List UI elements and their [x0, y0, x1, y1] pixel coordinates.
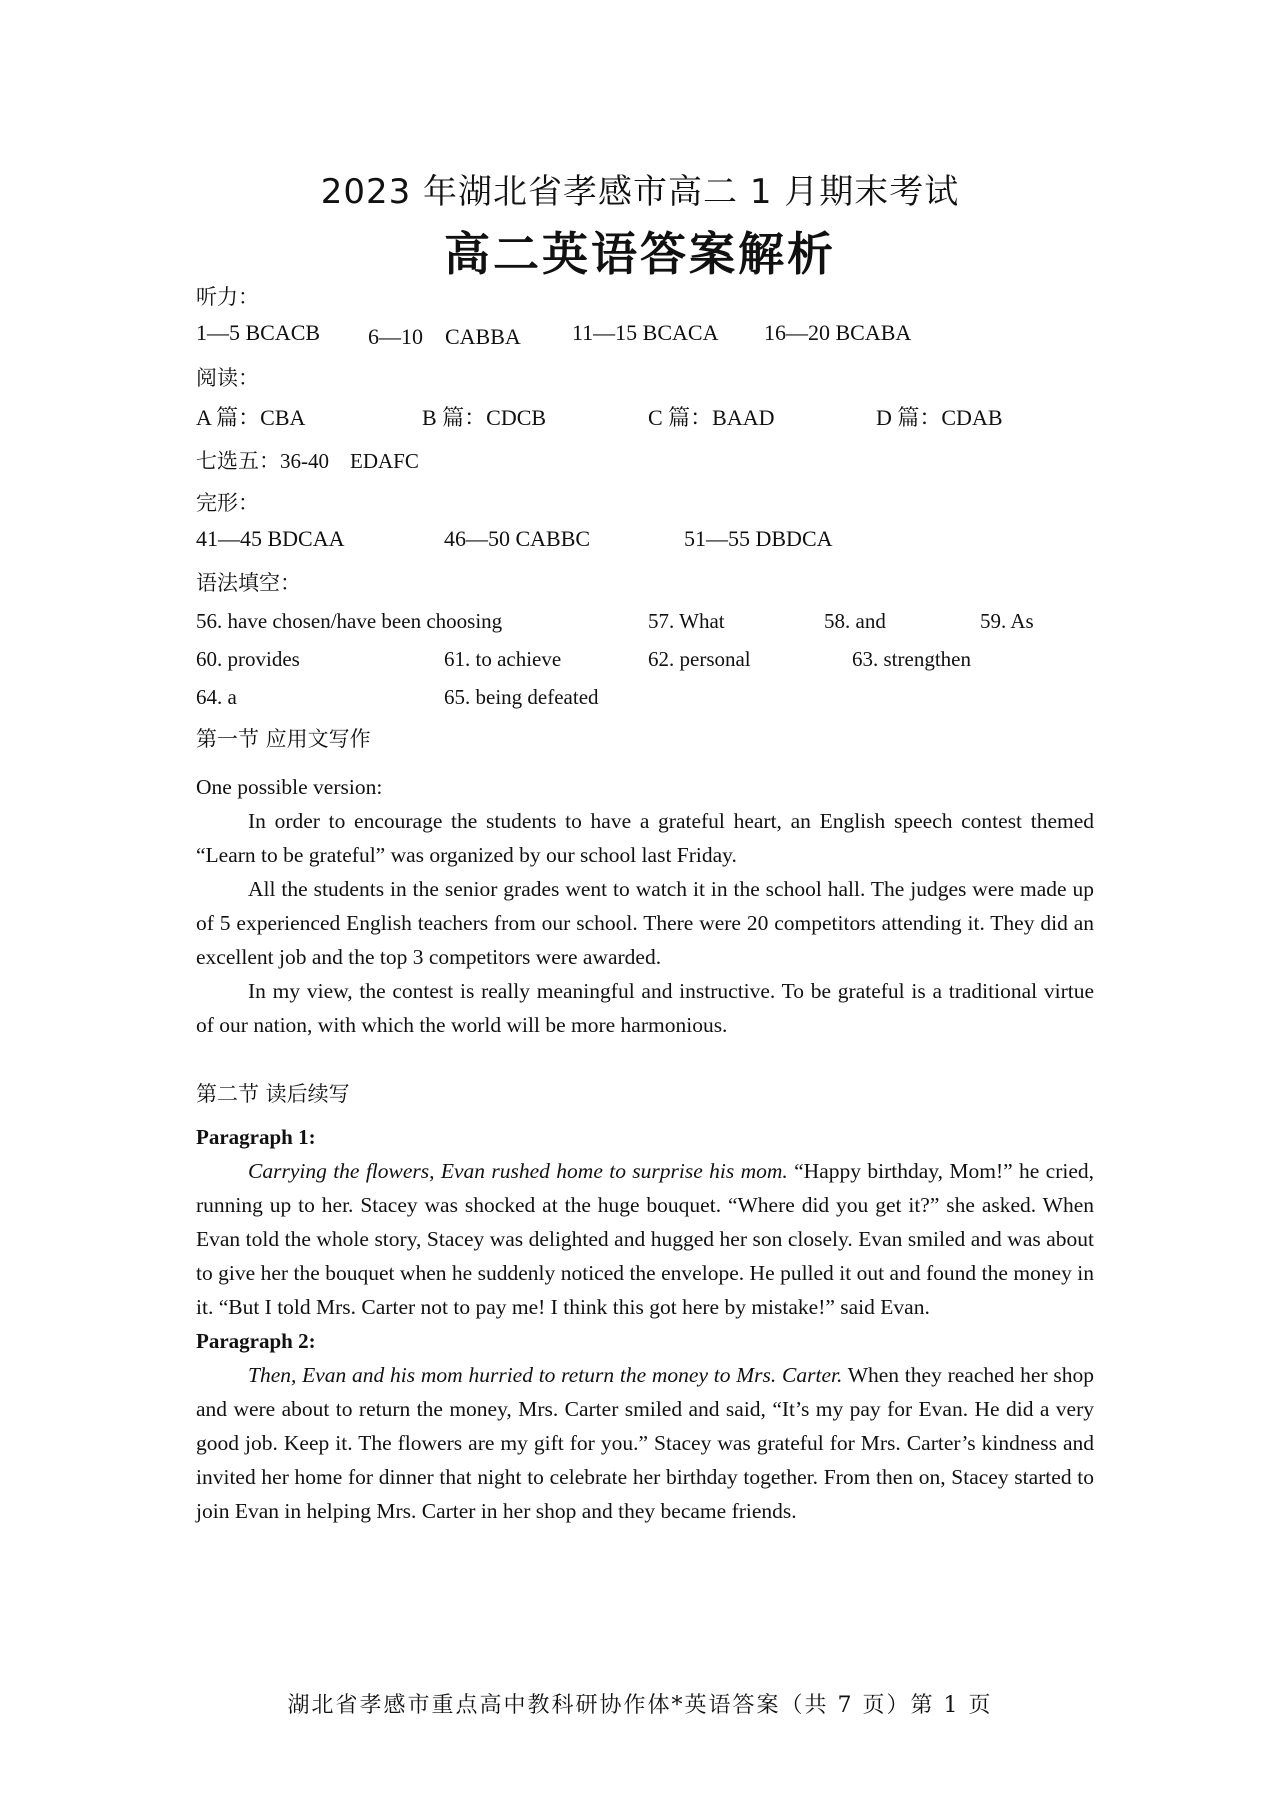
paragraph-1-label: Paragraph 1:	[196, 1125, 316, 1149]
seven-five-answers: 七选五：36-40 EDAFC	[196, 449, 419, 473]
sample-paragraph: In my view, the contest is really meaningful and instructive. To be grateful is a traditional virtue of our nation, with which the world will be more harmonious.	[196, 979, 1094, 1037]
grammar-answer: 61. to achieve	[444, 647, 562, 671]
sample-intro: One possible version:	[196, 775, 383, 799]
paragraph-1-text	[196, 1154, 1094, 1324]
grammar-answer: 57. What	[648, 609, 725, 633]
reading-group: B 篇：CDCB	[422, 405, 547, 430]
cloze-group: 51—55 DBDCA	[684, 526, 833, 551]
paragraph-2-lead: Then, Evan and his mom hurried to return the money to Mrs. Carter.	[248, 1363, 843, 1387]
listening-heading: 听力：	[196, 285, 259, 309]
paragraph-1-lead: Carrying the flowers, Evan rushed home to surprise his mom.	[248, 1159, 788, 1183]
continuation-writing-sample	[196, 1120, 1094, 1528]
reading-heading: 阅读：	[196, 366, 259, 390]
exam-title: 2023 年湖北省孝感市高二 1 月期末考试	[320, 172, 960, 212]
page-footer: 湖北省孝感市重点高中教科研协作体*英语答案（共 7 页）第 1 页	[287, 1693, 993, 1718]
reading-group: D 篇：CDAB	[876, 405, 1003, 430]
grammar-answer: 56. have chosen/have been choosing	[196, 609, 503, 633]
paragraph-2-text	[196, 1358, 1094, 1528]
cloze-heading: 完形：	[196, 491, 259, 515]
grammar-heading: 语法填空：	[196, 571, 301, 595]
paragraph-2-label: Paragraph 2:	[196, 1329, 316, 1353]
grammar-answer: 65. being defeated	[444, 685, 599, 709]
reading-group: C 篇：BAAD	[648, 405, 775, 430]
sample-paragraph: In order to encourage the students to have a grateful heart, an English speech contest themed “Learn to be grateful” was organized by our school last Friday.	[196, 809, 1094, 867]
paragraph-2-body: When they reached her shop and were about to return the money, Mrs. Carter smiled and said, “It’s my pay for Evan. He did a very good job. Keep it. The flowers are my gift for you.” Stacey was grateful for Mrs. Carter’s kindness and invited her home for dinner that night to celebrate her birthday together. From then on, Stacey started to join Evan in helping Mrs. Carter in her shop and they became friends.	[196, 1363, 1094, 1523]
sample-paragraph: All the students in the senior grades went to watch it in the school hall. The judges were made up of 5 experienced English teachers from our school. There were 20 competitors attending it. They did an excellent job and the top 3 competitors were awarded.	[196, 877, 1094, 969]
continuation-writing-heading: 第二节 读后续写	[196, 1082, 350, 1106]
listening-group: 6—10 CABBA	[368, 324, 521, 349]
cloze-group: 46—50 CABBC	[444, 526, 591, 551]
reading-group: A 篇：CBA	[196, 405, 306, 430]
grammar-answer: 60. provides	[196, 647, 300, 671]
grammar-answer: 59. As	[980, 609, 1034, 633]
cloze-group: 41—45 BDCAA	[196, 526, 345, 551]
paragraph-1-body: “Happy birthday, Mom!” he cried, running up to her. Stacey was shocked at the huge bouquet. “Where did you get it?” she asked. When Evan told the whole story, Stacey was delighted and hugged her son closely. Evan smiled and was about to give her the bouquet when he suddenly noticed the envelope. He pulled it out and found the money in it. “But I told Mrs. Carter not to pay me! I think this got here by mistake!” said Evan.	[196, 1159, 1094, 1319]
listening-group: 11—15 BCACA	[572, 320, 719, 345]
grammar-answer: 58. and	[824, 609, 886, 633]
practical-writing-heading: 第一节 应用文写作	[196, 727, 371, 751]
listening-group: 1—5 BCACB	[196, 320, 321, 345]
listening-group: 16—20 BCABA	[764, 320, 912, 345]
grammar-answer: 62. personal	[648, 647, 751, 671]
practical-writing-sample	[196, 770, 1094, 1042]
grammar-answer: 63. strengthen	[852, 647, 971, 671]
document-title: 高二英语答案解析	[444, 227, 836, 281]
grammar-answer: 64. a	[196, 685, 237, 709]
